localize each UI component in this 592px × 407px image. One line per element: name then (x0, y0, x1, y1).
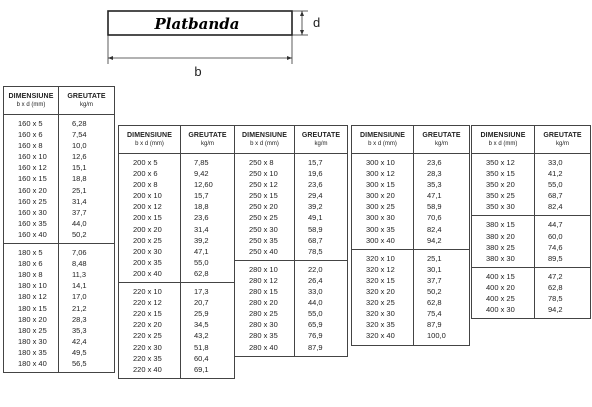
weight-cell: 89,5 (548, 253, 563, 263)
weight-cell: 44,7 (548, 220, 563, 230)
weight-cell: 42,4 (72, 336, 87, 346)
dimension-column (4, 244, 59, 372)
dimension-cell: 200 x 25 (133, 235, 162, 245)
weight-cell: 58,9 (308, 224, 323, 234)
dimension-cell: 400 x 20 (486, 282, 515, 292)
weight-column (181, 283, 234, 378)
weight-column (295, 261, 347, 356)
dimension-cell: 220 x 10 (133, 287, 162, 297)
weight-cell: 7,85 (194, 158, 209, 167)
table-header (352, 126, 469, 154)
dimension-cell: 280 x 25 (249, 309, 278, 319)
weight-cell: 31,4 (194, 224, 209, 234)
weight-cell: 15,7 (194, 191, 209, 201)
dimension-cell: 300 x 30 (366, 213, 395, 223)
weight-cell: 20,7 (194, 298, 209, 308)
dimension-cell: 300 x 20 (366, 191, 395, 201)
weight-cell: 9,42 (194, 169, 209, 179)
dimension-cell: 160 x 20 (18, 185, 47, 195)
dimension-column (119, 283, 181, 378)
weight-column (181, 154, 234, 282)
platbanda-diagram (0, 0, 592, 80)
dimension-cell: 200 x 20 (133, 224, 162, 234)
table-group (4, 115, 114, 244)
dimension-cell: 220 x 40 (133, 364, 162, 374)
dimension-cell: 160 x 6 (18, 130, 43, 140)
weight-cell: 68,7 (308, 235, 323, 245)
weight-cell: 62,8 (548, 282, 563, 292)
dimension-cell: 200 x 8 (133, 180, 158, 190)
dimension-header-unit: b x d (mm) (368, 140, 397, 147)
dimension-cell: 400 x 15 (486, 271, 515, 281)
dimension-header (4, 87, 59, 114)
dimension-cell: 300 x 15 (366, 180, 395, 190)
dimension-cell: 280 x 35 (249, 331, 278, 341)
dimension-cell: 160 x 25 (18, 196, 47, 206)
dimension-header-unit: b x d (mm) (16, 101, 46, 108)
weight-cell: 23,6 (308, 180, 323, 190)
dimension-cell: 180 x 25 (18, 325, 47, 335)
weight-cell: 47,1 (427, 191, 442, 201)
weight-cell: 21,2 (72, 303, 87, 313)
weight-cell: 74,6 (548, 242, 563, 252)
dimension-cell: 220 x 20 (133, 320, 162, 330)
dimension-cell: 320 x 20 (366, 287, 395, 297)
table-header (472, 126, 590, 154)
weight-cell: 58,9 (427, 202, 442, 212)
weight-cell: 44,0 (308, 298, 323, 308)
weight-cell: 47,1 (194, 246, 209, 256)
weight-cell: 78,5 (548, 294, 563, 304)
dimension-header-unit: b x d (mm) (488, 140, 518, 147)
dimension-cell: 180 x 8 (18, 270, 43, 280)
dimension-cell: 160 x 40 (18, 229, 47, 239)
weight-cell: 75,4 (427, 309, 442, 319)
dimension-header-title: DIMENSIUNE (480, 131, 526, 139)
dimension-cell: 250 x 8 (249, 158, 274, 167)
dimension-cell: 350 x 30 (486, 202, 515, 212)
weight-header-unit: kg/m (79, 101, 93, 108)
dimension-column (472, 154, 535, 215)
dimension-cell: 200 x 15 (133, 213, 162, 223)
dimension-cell: 380 x 15 (486, 220, 515, 230)
dimension-cell: 220 x 30 (133, 342, 162, 352)
dimension-cell: 200 x 12 (133, 202, 162, 212)
d-arrow-top (300, 11, 304, 16)
dimension-header-title: DIMENSIUNE (242, 131, 287, 139)
weight-column (535, 268, 590, 318)
table-group (352, 250, 469, 345)
weight-column (295, 154, 347, 260)
dimension-cell: 160 x 5 (18, 119, 43, 128)
weight-cell: 78,5 (308, 246, 323, 256)
weight-cell: 94,2 (548, 305, 563, 315)
weight-cell: 33,0 (308, 287, 323, 297)
weight-header-title: GREUTATE (188, 131, 227, 139)
weight-header (414, 126, 469, 153)
d-arrow-bottom (300, 30, 304, 35)
weight-cell: 100,0 (427, 331, 446, 341)
dimension-column (352, 250, 414, 345)
weight-cell: 12,6 (72, 152, 87, 162)
weight-header-unit: kg/m (434, 140, 448, 147)
weight-cell: 11,3 (72, 270, 87, 280)
dimension-cell: 220 x 12 (133, 298, 162, 308)
dimension-cell: 320 x 40 (366, 331, 395, 341)
weight-column (535, 154, 590, 215)
weight-header (181, 126, 234, 153)
diagram-title: Platbanda (154, 15, 240, 33)
weight-cell: 94,2 (427, 235, 442, 245)
weight-cell: 56,5 (72, 358, 87, 368)
weight-column (414, 250, 469, 345)
weight-table-2 (118, 125, 235, 379)
weight-cell: 50,2 (427, 287, 442, 297)
dimension-cell: 180 x 12 (18, 292, 47, 302)
weight-cell: 44,0 (72, 218, 87, 228)
dimension-column (235, 154, 295, 260)
weight-cell: 25,1 (427, 253, 442, 263)
dimension-cell: 250 x 40 (249, 246, 278, 256)
dimension-cell: 200 x 35 (133, 257, 162, 267)
weight-cell: 23,6 (427, 158, 442, 167)
dimension-cell: 300 x 40 (366, 235, 395, 245)
dimension-cell: 200 x 6 (133, 169, 158, 179)
dimension-cell: 380 x 20 (486, 231, 515, 241)
weight-cell: 55,0 (194, 257, 209, 267)
weight-cell: 43,2 (194, 331, 209, 341)
dimension-header (352, 126, 414, 153)
dimension-header (235, 126, 295, 153)
weight-cell: 62,8 (427, 298, 442, 308)
dimension-cell: 320 x 15 (366, 275, 395, 285)
weight-header (295, 126, 347, 153)
dimension-cell: 320 x 12 (366, 264, 395, 274)
weight-cell: 76,9 (308, 331, 323, 341)
weight-cell: 87,9 (308, 342, 323, 352)
weight-cell: 41,2 (548, 169, 563, 179)
dimension-cell: 220 x 25 (133, 331, 162, 341)
dimension-header (472, 126, 535, 153)
dimension-cell: 250 x 25 (249, 213, 278, 223)
weight-cell: 26,4 (308, 275, 323, 285)
dimension-cell: 160 x 15 (18, 174, 47, 184)
weight-cell: 8,48 (72, 259, 87, 269)
weight-cell: 17,0 (72, 292, 87, 302)
dimension-cell: 200 x 10 (133, 191, 162, 201)
dimension-cell: 180 x 35 (18, 347, 47, 357)
b-label: b (194, 64, 202, 79)
b-arrow-right (287, 56, 292, 60)
weight-cell: 35,3 (427, 180, 442, 190)
dimension-cell: 300 x 10 (366, 158, 395, 167)
table-group (352, 154, 469, 250)
weight-cell: 55,0 (308, 309, 323, 319)
dimension-cell: 220 x 35 (133, 353, 162, 363)
weight-cell: 7,54 (72, 130, 87, 140)
weight-header-title: GREUTATE (67, 92, 106, 100)
dimension-cell: 350 x 15 (486, 169, 515, 179)
weight-cell: 18,8 (194, 202, 209, 212)
dimension-header (119, 126, 181, 153)
dimension-cell: 250 x 20 (249, 202, 278, 212)
weight-cell: 28,3 (72, 314, 87, 324)
dimension-cell: 380 x 30 (486, 253, 515, 263)
dimension-column (4, 115, 59, 243)
weight-cell: 70,6 (427, 213, 442, 223)
weight-cell: 23,6 (194, 213, 209, 223)
dimension-cell: 320 x 10 (366, 253, 395, 263)
weight-header (535, 126, 590, 153)
table-header (119, 126, 234, 154)
weight-cell: 49,1 (308, 213, 323, 223)
weight-column (59, 244, 114, 372)
weight-cell: 15,7 (308, 158, 323, 167)
weight-column (535, 216, 590, 266)
dimension-cell: 160 x 30 (18, 207, 47, 217)
dimension-cell: 280 x 12 (249, 275, 278, 285)
dimension-cell: 250 x 30 (249, 224, 278, 234)
weight-header (59, 87, 114, 114)
weight-cell: 30,1 (427, 264, 442, 274)
dimension-cell: 280 x 30 (249, 320, 278, 330)
weight-header-title: GREUTATE (543, 131, 582, 139)
dimension-cell: 280 x 40 (249, 342, 278, 352)
dimension-cell: 250 x 10 (249, 169, 278, 179)
dimension-cell: 160 x 35 (18, 218, 47, 228)
dimension-cell: 350 x 20 (486, 180, 515, 190)
weight-cell: 60,4 (194, 353, 209, 363)
table-header (235, 126, 347, 154)
dimension-cell: 300 x 25 (366, 202, 395, 212)
weight-cell: 82,4 (427, 224, 442, 234)
weight-column (59, 115, 114, 243)
weight-header-title: GREUTATE (422, 131, 461, 139)
dimension-cell: 180 x 6 (18, 259, 43, 269)
weight-cell: 35,3 (72, 325, 87, 335)
weight-header-unit: kg/m (314, 140, 328, 147)
dimension-cell: 180 x 10 (18, 281, 47, 291)
weight-cell: 22,0 (308, 264, 323, 274)
dimension-cell: 220 x 15 (133, 309, 162, 319)
dimension-header-title: DIMENSIUNE (127, 131, 172, 139)
weight-cell: 12,60 (194, 180, 213, 190)
weight-cell: 39,2 (194, 235, 209, 245)
dimension-cell: 300 x 35 (366, 224, 395, 234)
weight-cell: 69,1 (194, 364, 209, 374)
dimension-cell: 380 x 25 (486, 242, 515, 252)
dimension-cell: 400 x 30 (486, 305, 515, 315)
dimension-cell: 180 x 40 (18, 358, 47, 368)
weight-header-title: GREUTATE (301, 131, 341, 139)
dimension-cell: 280 x 15 (249, 287, 278, 297)
weight-cell: 34,5 (194, 320, 209, 330)
weight-cell: 10,0 (72, 141, 87, 151)
weight-cell: 60,0 (548, 231, 563, 241)
dimension-cell: 320 x 35 (366, 320, 395, 330)
weight-cell: 65,9 (308, 320, 323, 330)
table-group (472, 216, 590, 267)
weight-cell: 18,8 (72, 174, 87, 184)
dimension-header-unit: b x d (mm) (135, 140, 164, 147)
weight-cell: 19,6 (308, 169, 323, 179)
weight-cell: 14,1 (72, 281, 87, 291)
weight-cell: 37,7 (72, 207, 87, 217)
weight-cell: 25,9 (194, 309, 209, 319)
dimension-column (472, 216, 535, 266)
dimension-cell: 180 x 30 (18, 336, 47, 346)
dimension-header-title: DIMENSIUNE (360, 131, 405, 139)
weight-table-3 (234, 125, 348, 357)
weight-cell: 87,9 (427, 320, 442, 330)
weight-cell: 29,4 (308, 191, 323, 201)
weight-header-unit: kg/m (200, 140, 214, 147)
table-group (119, 283, 234, 378)
weight-cell: 55,0 (548, 180, 563, 190)
table-header (4, 87, 114, 115)
dimension-cell: 250 x 12 (249, 180, 278, 190)
weight-cell: 37,7 (427, 275, 442, 285)
weight-table-1 (3, 86, 115, 373)
dimension-cell: 350 x 25 (486, 191, 515, 201)
weight-cell: 28,3 (427, 169, 442, 179)
dimension-cell: 300 x 12 (366, 169, 395, 179)
weight-cell: 15,1 (72, 163, 87, 173)
dimension-cell: 160 x 10 (18, 152, 47, 162)
dimension-cell: 180 x 5 (18, 248, 43, 258)
b-arrow-left (108, 56, 113, 60)
weight-cell: 47,2 (548, 271, 563, 281)
dimension-cell: 350 x 12 (486, 158, 515, 167)
weight-column (414, 154, 469, 249)
weight-cell: 25,1 (72, 185, 87, 195)
table-group (472, 154, 590, 216)
dimension-cell: 180 x 20 (18, 314, 47, 324)
d-label: d (313, 15, 321, 30)
dimension-cell: 180 x 15 (18, 303, 47, 313)
table-group (235, 261, 347, 356)
weight-cell: 51,8 (194, 342, 209, 352)
weight-cell: 17,3 (194, 287, 209, 297)
dimension-column (352, 154, 414, 249)
dimension-cell: 160 x 8 (18, 141, 43, 151)
weight-table-5 (471, 125, 591, 319)
weight-table-4 (351, 125, 470, 346)
weight-cell: 49,5 (72, 347, 87, 357)
table-group (4, 244, 114, 372)
dimension-cell: 280 x 20 (249, 298, 278, 308)
dimension-column (119, 154, 181, 282)
weight-cell: 39,2 (308, 202, 323, 212)
weight-cell: 82,4 (548, 202, 563, 212)
table-group (472, 268, 590, 318)
weight-cell: 62,8 (194, 268, 209, 278)
dimension-cell: 280 x 10 (249, 264, 278, 274)
dimension-cell: 200 x 40 (133, 268, 162, 278)
weight-cell: 7,06 (72, 248, 87, 258)
weight-header-unit: kg/m (555, 140, 569, 147)
dimension-cell: 400 x 25 (486, 294, 515, 304)
dimension-cell: 200 x 5 (133, 158, 158, 167)
weight-cell: 50,2 (72, 229, 87, 239)
dimension-header-title: DIMENSIUNE (8, 92, 54, 100)
dimension-cell: 320 x 25 (366, 298, 395, 308)
dimension-cell: 250 x 15 (249, 191, 278, 201)
weight-cell: 31,4 (72, 196, 87, 206)
dimension-cell: 160 x 12 (18, 163, 47, 173)
table-group (119, 154, 234, 283)
dimension-column (235, 261, 295, 356)
weight-cell: 6,28 (72, 119, 87, 128)
dimension-column (472, 268, 535, 318)
weight-cell: 68,7 (548, 191, 563, 201)
dimension-header-unit: b x d (mm) (250, 140, 279, 147)
table-group (235, 154, 347, 261)
dimension-cell: 320 x 30 (366, 309, 395, 319)
dimension-cell: 250 x 35 (249, 235, 278, 245)
dimension-cell: 200 x 30 (133, 246, 162, 256)
weight-cell: 33,0 (548, 158, 563, 167)
